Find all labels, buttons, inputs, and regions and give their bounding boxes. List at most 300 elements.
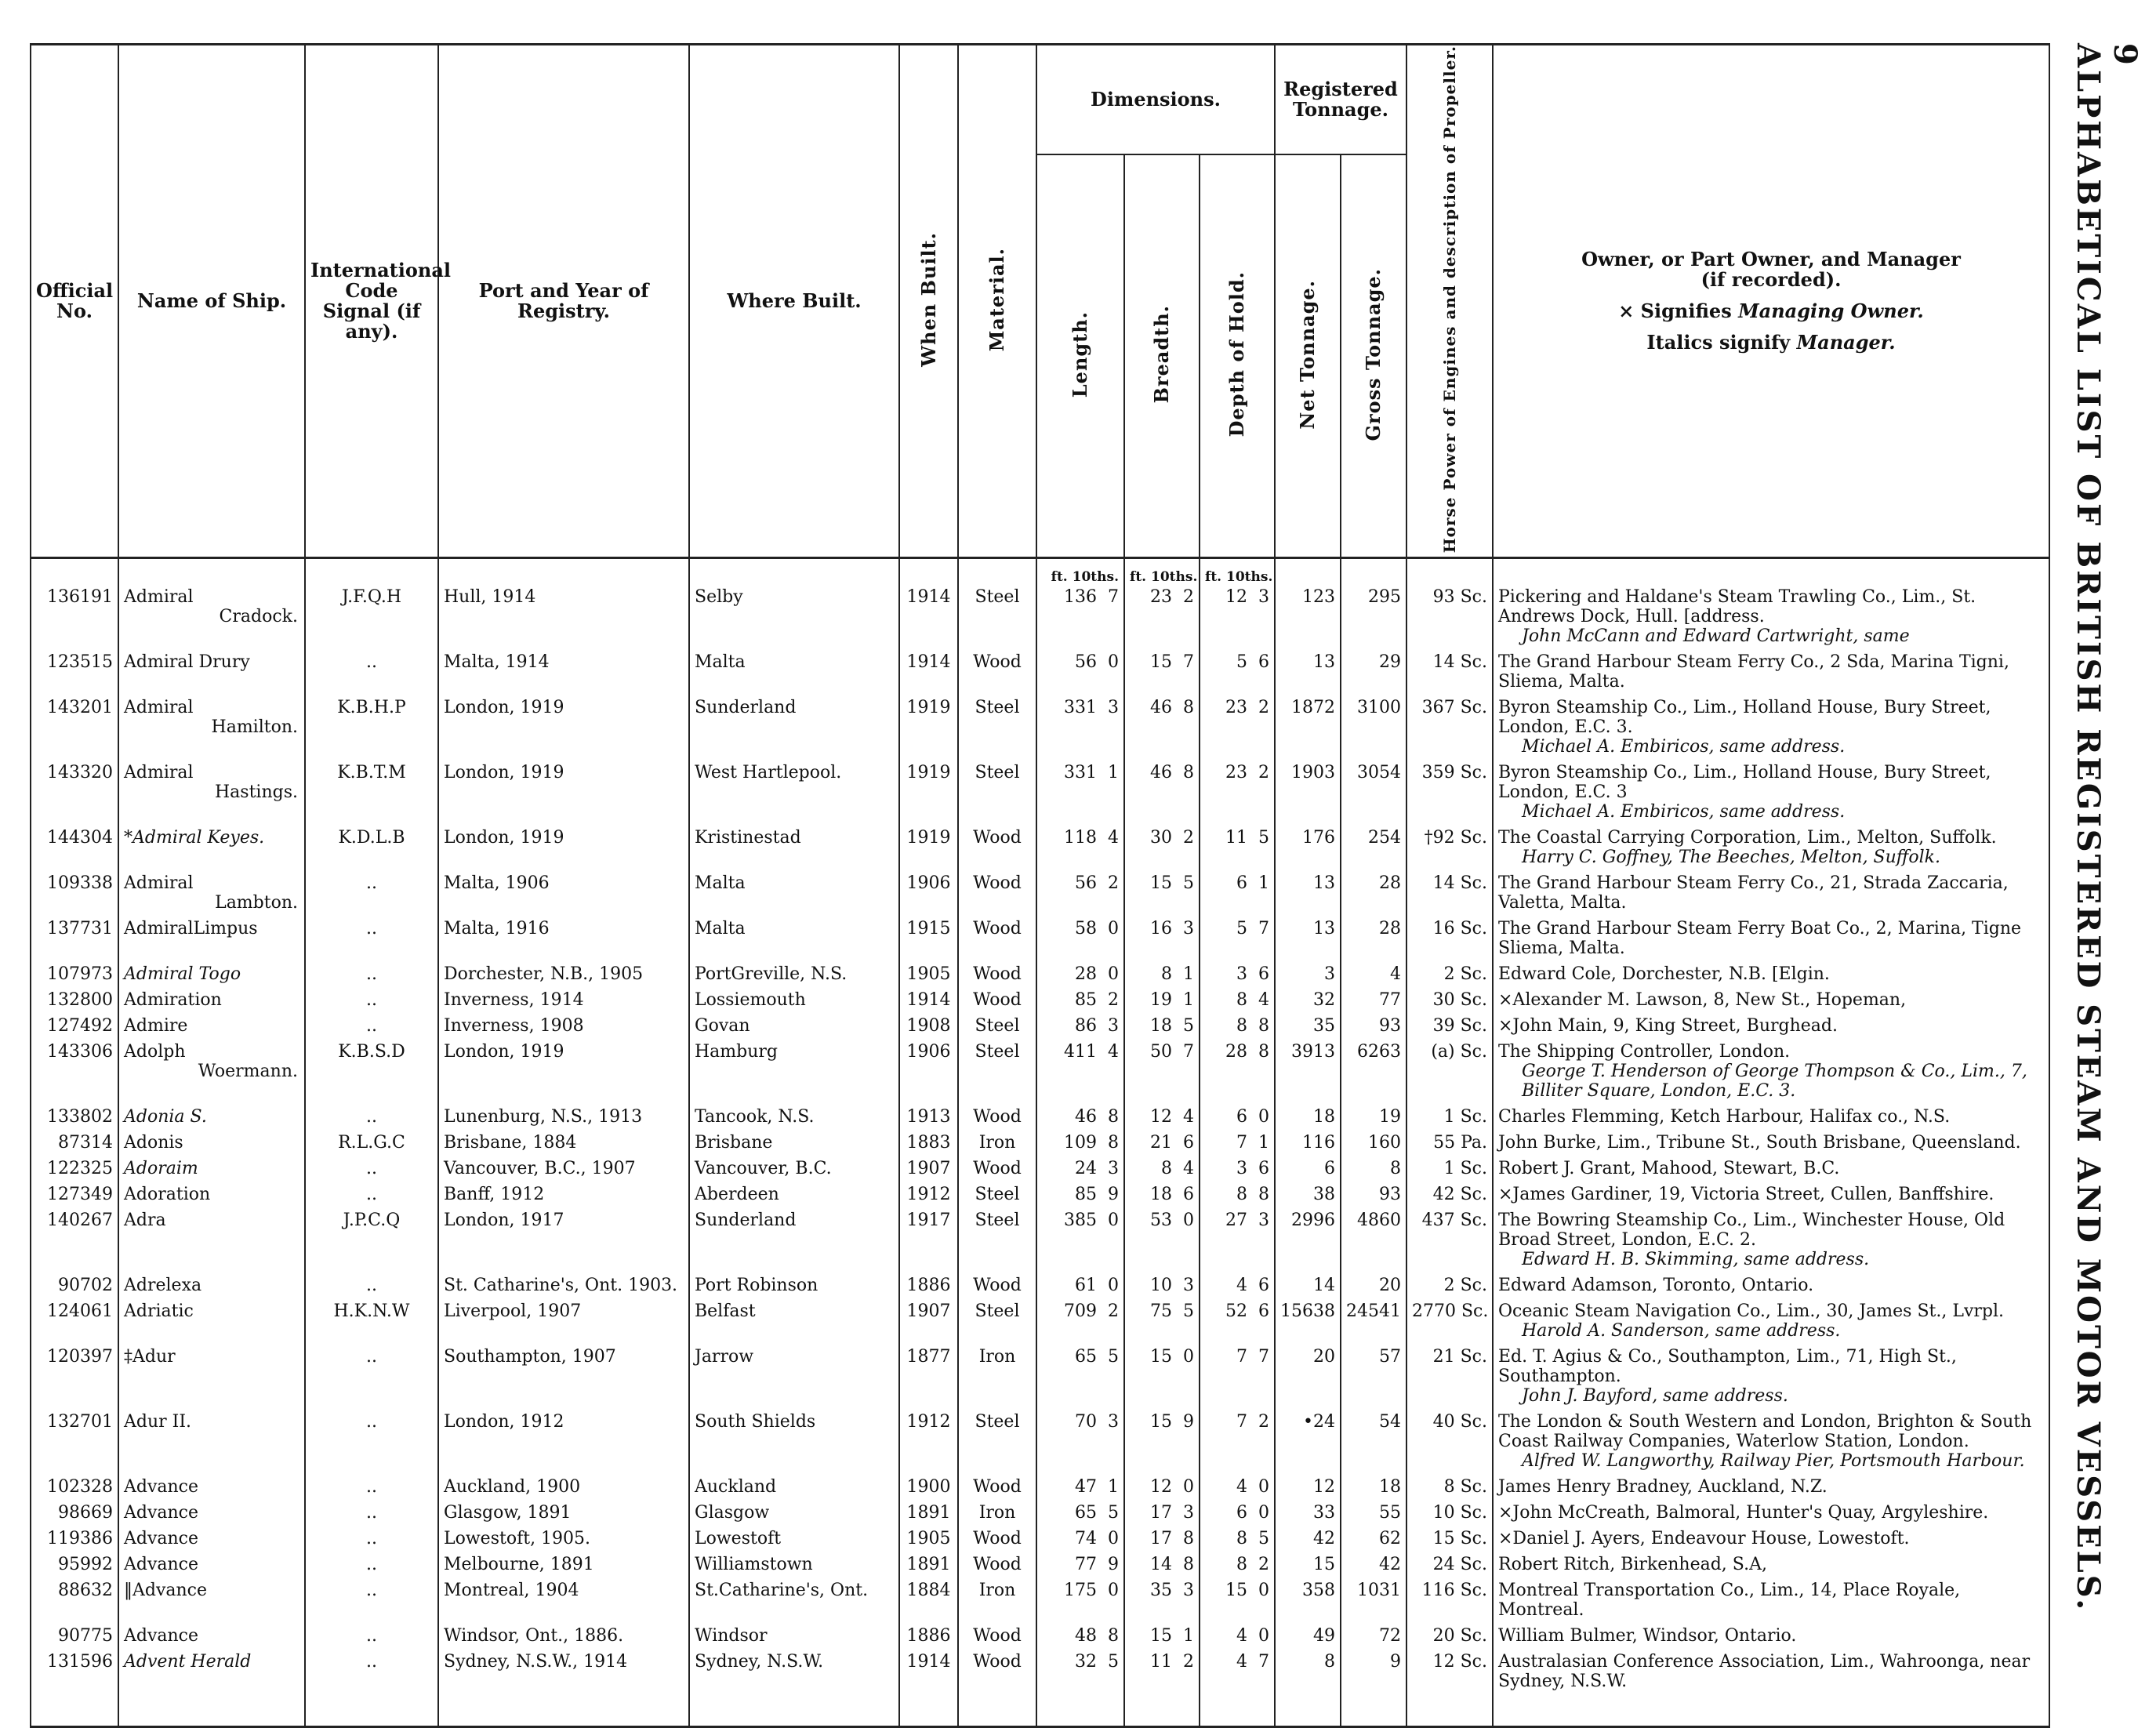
gross-tonnage: 62 <box>1341 1526 1406 1552</box>
when-built: 1877 <box>899 1344 958 1409</box>
len-feet: 56 <box>1075 873 1097 894</box>
material: Iron <box>958 1344 1036 1409</box>
official-number: 98669 <box>31 1500 118 1526</box>
depth-of-hold <box>1200 1649 1275 1694</box>
official-number: 120397 <box>31 1344 118 1409</box>
material: Wood <box>958 987 1036 1013</box>
dep-feet: 5 <box>1236 919 1247 939</box>
len-tenths: 0 <box>1108 652 1119 673</box>
br-feet: 10 <box>1150 1276 1172 1296</box>
when-built: 1891 <box>899 1552 958 1577</box>
spacer-cell <box>1124 1694 1200 1727</box>
dep-feet: 8 <box>1236 1555 1247 1575</box>
where-built: Hamburg <box>689 1039 899 1104</box>
breadth <box>1124 1039 1200 1104</box>
official-number: 127349 <box>31 1182 118 1207</box>
horse-power: 55 Pa. <box>1406 1130 1493 1156</box>
owner <box>1493 1298 2049 1344</box>
br-feet: 50 <box>1150 1042 1172 1062</box>
dep-tenths: 0 <box>1258 1626 1269 1646</box>
len-feet: 109 <box>1064 1133 1097 1153</box>
owner-name: Montreal Transportation Co., Lim., 14, Place Royale, Montreal. <box>1498 1581 1961 1621</box>
dep-feet: 8 <box>1236 990 1247 1011</box>
len-feet: 86 <box>1075 1016 1097 1036</box>
horse-power: 8 Sc. <box>1406 1474 1493 1500</box>
dep-feet: 3 <box>1236 964 1247 985</box>
len-feet: 32 <box>1075 1652 1097 1672</box>
manager-name: John McCann and Edward Cartwright, same <box>1522 626 1910 647</box>
dep-feet: 4 <box>1236 1276 1247 1296</box>
br-feet: 8 <box>1161 1159 1172 1179</box>
net-tonnage: 38 <box>1275 1182 1341 1207</box>
code-signal: .. <box>305 1526 438 1552</box>
length <box>1036 695 1124 760</box>
breadth <box>1124 584 1200 649</box>
table-row <box>31 1182 2049 1207</box>
net-tonnage: 176 <box>1275 825 1341 870</box>
owner-name: ×John McCreath, Balmoral, Hunter's Quay, Argyleshire. <box>1498 1503 1989 1523</box>
br-feet: 35 <box>1150 1581 1172 1601</box>
owner-name: The Grand Harbour Steam Ferry Co., 21, Strada Zaccaria, Valetta, Malta. <box>1498 873 2009 913</box>
dep-tenths: 4 <box>1258 990 1269 1011</box>
len-tenths: 0 <box>1108 1276 1119 1296</box>
when-built: 1914 <box>899 584 958 649</box>
table-row <box>31 916 2049 961</box>
ship-name-line1: Adriatic <box>124 1301 194 1322</box>
breadth <box>1124 1130 1200 1156</box>
length <box>1036 1156 1124 1182</box>
owner-name: Australasian Conference Association, Lim., Wahroonga, near Sydney, N.S.W. <box>1498 1652 2031 1692</box>
br-feet: 23 <box>1150 587 1172 608</box>
br-feet: 19 <box>1150 990 1172 1011</box>
official-number: 143320 <box>31 760 118 825</box>
gross-tonnage: 9 <box>1341 1649 1406 1694</box>
when-built: 1891 <box>899 1500 958 1526</box>
port-and-year: Sydney, N.S.W., 1914 <box>438 1649 689 1694</box>
where-built: Williamstown <box>689 1552 899 1577</box>
len-tenths: 5 <box>1108 1347 1119 1367</box>
horse-power: 2770 Sc. <box>1406 1298 1493 1344</box>
ship-name <box>118 916 305 961</box>
ship-name-line2: Hamilton. <box>211 717 298 738</box>
ship-name-line2: Cradock. <box>219 607 298 627</box>
official-number: 102328 <box>31 1474 118 1500</box>
when-built: 1905 <box>899 1526 958 1552</box>
net-tonnage: 116 <box>1275 1130 1341 1156</box>
unit-length: ft. 10ths. <box>1051 569 1119 586</box>
official-number: 90775 <box>31 1623 118 1649</box>
br-tenths: 4 <box>1183 1107 1194 1127</box>
dep-feet: 8 <box>1236 1016 1247 1036</box>
header-material-label: Material. <box>985 247 1008 351</box>
breadth <box>1124 1182 1200 1207</box>
code-signal: R.L.G.C <box>305 1130 438 1156</box>
len-tenths: 0 <box>1108 919 1119 939</box>
length <box>1036 1182 1124 1207</box>
breadth <box>1124 1526 1200 1552</box>
official-number: 143306 <box>31 1039 118 1104</box>
breadth <box>1124 870 1200 916</box>
gross-tonnage: 6263 <box>1341 1039 1406 1104</box>
br-tenths: 0 <box>1183 1477 1194 1497</box>
breadth <box>1124 1207 1200 1272</box>
table-row <box>31 1409 2049 1474</box>
net-tonnage: 2996 <box>1275 1207 1341 1272</box>
dep-tenths: 2 <box>1258 1412 1269 1432</box>
code-signal: H.K.N.W <box>305 1298 438 1344</box>
where-built: Kristinestad <box>689 825 899 870</box>
owner <box>1493 1272 2049 1298</box>
depth-of-hold <box>1200 584 1275 649</box>
net-tonnage: 358 <box>1275 1577 1341 1623</box>
material: Wood <box>958 1104 1036 1130</box>
breadth <box>1124 1013 1200 1039</box>
net-tonnage: 13 <box>1275 870 1341 916</box>
breadth <box>1124 1577 1200 1623</box>
depth-of-hold <box>1200 825 1275 870</box>
br-feet: 14 <box>1150 1555 1172 1575</box>
ship-name <box>118 1207 305 1272</box>
official-number: 95992 <box>31 1552 118 1577</box>
ship-name-line1: Admiral <box>124 873 194 894</box>
br-tenths: 1 <box>1183 1626 1194 1646</box>
where-built: Jarrow <box>689 1344 899 1409</box>
port-and-year: London, 1917 <box>438 1207 689 1272</box>
horse-power: 14 Sc. <box>1406 649 1493 695</box>
official-number: 87314 <box>31 1130 118 1156</box>
ship-name <box>118 825 305 870</box>
where-built: Selby <box>689 584 899 649</box>
owner <box>1493 1039 2049 1104</box>
horse-power: 2 Sc. <box>1406 1272 1493 1298</box>
ship-name <box>118 1104 305 1130</box>
net-tonnage: 14 <box>1275 1272 1341 1298</box>
len-tenths: 8 <box>1108 1107 1119 1127</box>
gross-tonnage: 18 <box>1341 1474 1406 1500</box>
code-signal: .. <box>305 1344 438 1409</box>
ship-name-line1: Advance <box>124 1477 199 1497</box>
br-tenths: 3 <box>1183 919 1194 939</box>
net-tonnage: 49 <box>1275 1623 1341 1649</box>
owner-name: Robert J. Grant, Mahood, Stewart, B.C. <box>1498 1159 1840 1179</box>
owner <box>1493 1104 2049 1130</box>
code-signal: .. <box>305 1104 438 1130</box>
length <box>1036 1409 1124 1474</box>
code-signal: .. <box>305 1577 438 1623</box>
header-length <box>1036 154 1124 557</box>
material: Steel <box>958 1207 1036 1272</box>
port-and-year: Inverness, 1914 <box>438 987 689 1013</box>
dep-tenths: 7 <box>1258 1652 1269 1672</box>
br-tenths: 2 <box>1183 1652 1194 1672</box>
length <box>1036 1272 1124 1298</box>
material: Steel <box>958 1182 1036 1207</box>
owner-name: Ed. T. Agius & Co., Southampton, Lim., 71, High St., Southampton. <box>1498 1347 1957 1387</box>
when-built: 1912 <box>899 1409 958 1474</box>
len-feet: 136 <box>1064 587 1097 608</box>
ship-name-line1: Adolph <box>124 1042 186 1062</box>
material: Wood <box>958 870 1036 916</box>
br-feet: 8 <box>1161 964 1172 985</box>
gross-tonnage: 20 <box>1341 1272 1406 1298</box>
net-tonnage: 6 <box>1275 1156 1341 1182</box>
br-tenths: 2 <box>1183 828 1194 848</box>
horse-power: 10 Sc. <box>1406 1500 1493 1526</box>
len-feet: 70 <box>1075 1412 1097 1432</box>
when-built: 1907 <box>899 1156 958 1182</box>
len-tenths: 0 <box>1108 1211 1119 1231</box>
net-tonnage: 35 <box>1275 1013 1341 1039</box>
register-body <box>31 558 2049 1727</box>
header-depth-label: Depth of Hold. <box>1225 271 1248 437</box>
len-tenths: 8 <box>1108 1626 1119 1646</box>
manager-name: Alfred W. Langworthy, Railway Pier, Portsmouth Harbour. <box>1522 1451 2025 1472</box>
where-built: Malta <box>689 916 899 961</box>
table-row <box>31 695 2049 760</box>
br-tenths: 8 <box>1183 763 1194 783</box>
dep-feet: 7 <box>1236 1347 1247 1367</box>
port-and-year: London, 1919 <box>438 825 689 870</box>
breadth <box>1124 1474 1200 1500</box>
length <box>1036 1526 1124 1552</box>
table-row <box>31 1649 2049 1694</box>
material: Steel <box>958 695 1036 760</box>
depth-of-hold <box>1200 1130 1275 1156</box>
code-signal: K.D.L.B <box>305 825 438 870</box>
depth-of-hold <box>1200 1552 1275 1577</box>
horse-power: 1 Sc. <box>1406 1104 1493 1130</box>
gross-tonnage: 93 <box>1341 1182 1406 1207</box>
header-horse-power <box>1406 45 1493 558</box>
br-tenths: 0 <box>1183 1211 1194 1231</box>
when-built: 1883 <box>899 1130 958 1156</box>
breadth <box>1124 1649 1200 1694</box>
gross-tonnage: 19 <box>1341 1104 1406 1130</box>
official-number: 124061 <box>31 1298 118 1344</box>
ship-name-line1: Adoraim <box>124 1159 198 1179</box>
ship-name-line1: Adoration <box>124 1185 211 1205</box>
length <box>1036 1500 1124 1526</box>
depth-of-hold <box>1200 916 1275 961</box>
where-built: Aberdeen <box>689 1182 899 1207</box>
spacer-cell <box>31 1694 118 1727</box>
gross-tonnage: 254 <box>1341 825 1406 870</box>
where-built: Vancouver, B.C. <box>689 1156 899 1182</box>
port-and-year: Montreal, 1904 <box>438 1577 689 1623</box>
br-tenths: 8 <box>1183 1529 1194 1549</box>
dep-tenths: 1 <box>1258 873 1269 894</box>
when-built: 1914 <box>899 649 958 695</box>
len-tenths: 2 <box>1108 990 1119 1011</box>
owner-name: Robert Ritch, Birkenhead, S.A, <box>1498 1555 1767 1575</box>
port-and-year: Glasgow, 1891 <box>438 1500 689 1526</box>
owner <box>1493 760 2049 825</box>
len-tenths: 1 <box>1108 1477 1119 1497</box>
official-number: 132800 <box>31 987 118 1013</box>
owner <box>1493 1526 2049 1552</box>
table-row <box>31 1500 2049 1526</box>
net-tonnage: 33 <box>1275 1500 1341 1526</box>
br-tenths: 9 <box>1183 1412 1194 1432</box>
ship-name-line1: Advance <box>124 1529 199 1549</box>
length <box>1036 825 1124 870</box>
length <box>1036 870 1124 916</box>
net-tonnage: 18 <box>1275 1104 1341 1130</box>
port-and-year: Hull, 1914 <box>438 584 689 649</box>
where-built: Sunderland <box>689 1207 899 1272</box>
spacer-cell <box>899 1694 958 1727</box>
material: Wood <box>958 916 1036 961</box>
br-feet: 46 <box>1150 763 1172 783</box>
owner <box>1493 1552 2049 1577</box>
horse-power: 21 Sc. <box>1406 1344 1493 1409</box>
header-registered-tonnage: Registered Tonnage. <box>1275 45 1406 155</box>
ship-name-line2: Hastings. <box>214 782 298 803</box>
len-feet: 61 <box>1075 1276 1097 1296</box>
len-tenths: 0 <box>1108 1581 1119 1601</box>
len-tenths: 5 <box>1108 1652 1119 1672</box>
length <box>1036 1649 1124 1694</box>
depth-of-hold <box>1200 1182 1275 1207</box>
len-tenths: 3 <box>1108 698 1119 718</box>
owner-name: The London & South Western and London, Brighton & South Coast Railway Companies, Waterlow Station, London. <box>1498 1412 2032 1452</box>
owner-name: Pickering and Haldane's Steam Trawling Co., Lim., St. Andrews Dock, Hull. [address. <box>1498 587 1976 627</box>
when-built: 1886 <box>899 1272 958 1298</box>
owner-name: ×John Main, 9, King Street, Burghead. <box>1498 1016 1838 1036</box>
horse-power: 93 Sc. <box>1406 584 1493 649</box>
gross-tonnage: 4860 <box>1341 1207 1406 1272</box>
ship-name-line2: Lambton. <box>215 893 298 913</box>
owner-name: Oceanic Steam Navigation Co., Lim., 30, James St., Lvrpl. <box>1498 1301 2005 1322</box>
dep-tenths: 8 <box>1258 1185 1269 1205</box>
len-feet: 58 <box>1075 919 1097 939</box>
material: Wood <box>958 961 1036 987</box>
net-tonnage: 1903 <box>1275 760 1341 825</box>
unit-depth: ft. 10ths. <box>1205 569 1273 586</box>
owner <box>1493 870 2049 916</box>
port-and-year: Windsor, Ont., 1886. <box>438 1623 689 1649</box>
br-feet: 15 <box>1150 1626 1172 1646</box>
port-and-year: St. Catharine's, Ont. 1903. <box>438 1272 689 1298</box>
net-tonnage: 3913 <box>1275 1039 1341 1104</box>
when-built: 1912 <box>899 1182 958 1207</box>
length <box>1036 649 1124 695</box>
len-tenths: 7 <box>1108 587 1119 608</box>
where-built: Malta <box>689 649 899 695</box>
br-tenths: 4 <box>1183 1159 1194 1179</box>
port-and-year: London, 1912 <box>438 1409 689 1474</box>
owner-name: ×James Gardiner, 19, Victoria Street, Cullen, Banffshire. <box>1498 1185 1994 1205</box>
ship-name-line1: Admiral <box>124 763 194 783</box>
horse-power: 20 Sc. <box>1406 1623 1493 1649</box>
manager-name: Harry C. Goffney, The Beeches, Melton, Suffolk. <box>1522 848 1940 868</box>
dep-feet: 3 <box>1236 1159 1247 1179</box>
depth-of-hold <box>1200 1156 1275 1182</box>
br-feet: 15 <box>1150 652 1172 673</box>
ship-name <box>118 870 305 916</box>
br-tenths: 7 <box>1183 1042 1194 1062</box>
depth-of-hold <box>1200 1577 1275 1623</box>
depth-of-hold <box>1200 1344 1275 1409</box>
horse-power: 12 Sc. <box>1406 1649 1493 1694</box>
port-and-year: Inverness, 1908 <box>438 1013 689 1039</box>
header-port-year: Port and Year of Registry. <box>438 45 689 558</box>
dep-tenths: 6 <box>1258 964 1269 985</box>
br-feet: 17 <box>1150 1529 1172 1549</box>
material: Steel <box>958 584 1036 649</box>
owner-name: Edward Adamson, Toronto, Ontario. <box>1498 1276 1814 1296</box>
code-signal: J.P.C.Q <box>305 1207 438 1272</box>
material: Steel <box>958 760 1036 825</box>
code-signal: .. <box>305 1013 438 1039</box>
header-owner-sub: (if recorded). <box>1700 268 1842 292</box>
where-built: Malta <box>689 870 899 916</box>
ship-name <box>118 760 305 825</box>
length <box>1036 987 1124 1013</box>
ship-name-line1: Admiral <box>124 587 194 608</box>
header-when-built-label: When Built. <box>916 231 940 367</box>
ship-name <box>118 961 305 987</box>
len-feet: 385 <box>1064 1211 1097 1231</box>
code-signal: .. <box>305 1182 438 1207</box>
material: Wood <box>958 649 1036 695</box>
dep-tenths: 2 <box>1258 698 1269 718</box>
horse-power: †92 Sc. <box>1406 825 1493 870</box>
code-signal: K.B.S.D <box>305 1039 438 1104</box>
official-number: 90702 <box>31 1272 118 1298</box>
len-tenths: 2 <box>1108 873 1119 894</box>
owner <box>1493 1207 2049 1272</box>
header-horse-power-label: Horse Power of Engines and description of Propeller. <box>1439 45 1459 554</box>
page-number: 9 <box>2107 43 2143 67</box>
header-official-no: Official No. <box>31 45 118 558</box>
dep-feet: 4 <box>1236 1652 1247 1672</box>
depth-of-hold <box>1200 760 1275 825</box>
ship-name <box>118 649 305 695</box>
material: Wood <box>958 1526 1036 1552</box>
where-built: Port Robinson <box>689 1272 899 1298</box>
material: Iron <box>958 1500 1036 1526</box>
depth-of-hold <box>1200 1039 1275 1104</box>
table-row <box>31 1552 2049 1577</box>
where-built: Glasgow <box>689 1500 899 1526</box>
port-and-year: Melbourne, 1891 <box>438 1552 689 1577</box>
note2-italic: Manager. <box>1796 331 1896 354</box>
ship-name-line1: AdmiralLimpus <box>124 919 258 939</box>
header-when-built <box>899 45 958 558</box>
depth-of-hold <box>1200 1272 1275 1298</box>
length <box>1036 916 1124 961</box>
port-and-year: London, 1919 <box>438 1039 689 1104</box>
breadth <box>1124 987 1200 1013</box>
br-tenths: 3 <box>1183 1581 1194 1601</box>
running-header <box>2070 43 2143 1613</box>
gross-tonnage: 42 <box>1341 1552 1406 1577</box>
material: Steel <box>958 1409 1036 1474</box>
dep-feet: 6 <box>1236 1107 1247 1127</box>
len-feet: 331 <box>1064 698 1097 718</box>
horse-power: 24 Sc. <box>1406 1552 1493 1577</box>
port-and-year: Brisbane, 1884 <box>438 1130 689 1156</box>
owner <box>1493 961 2049 987</box>
owner <box>1493 1013 2049 1039</box>
material: Steel <box>958 1298 1036 1344</box>
ship-name <box>118 1272 305 1298</box>
header-owner-note1 <box>1498 301 2044 321</box>
dep-tenths: 5 <box>1258 828 1269 848</box>
ship-name-line1: Adrelexa <box>124 1276 202 1296</box>
table-row <box>31 1474 2049 1500</box>
